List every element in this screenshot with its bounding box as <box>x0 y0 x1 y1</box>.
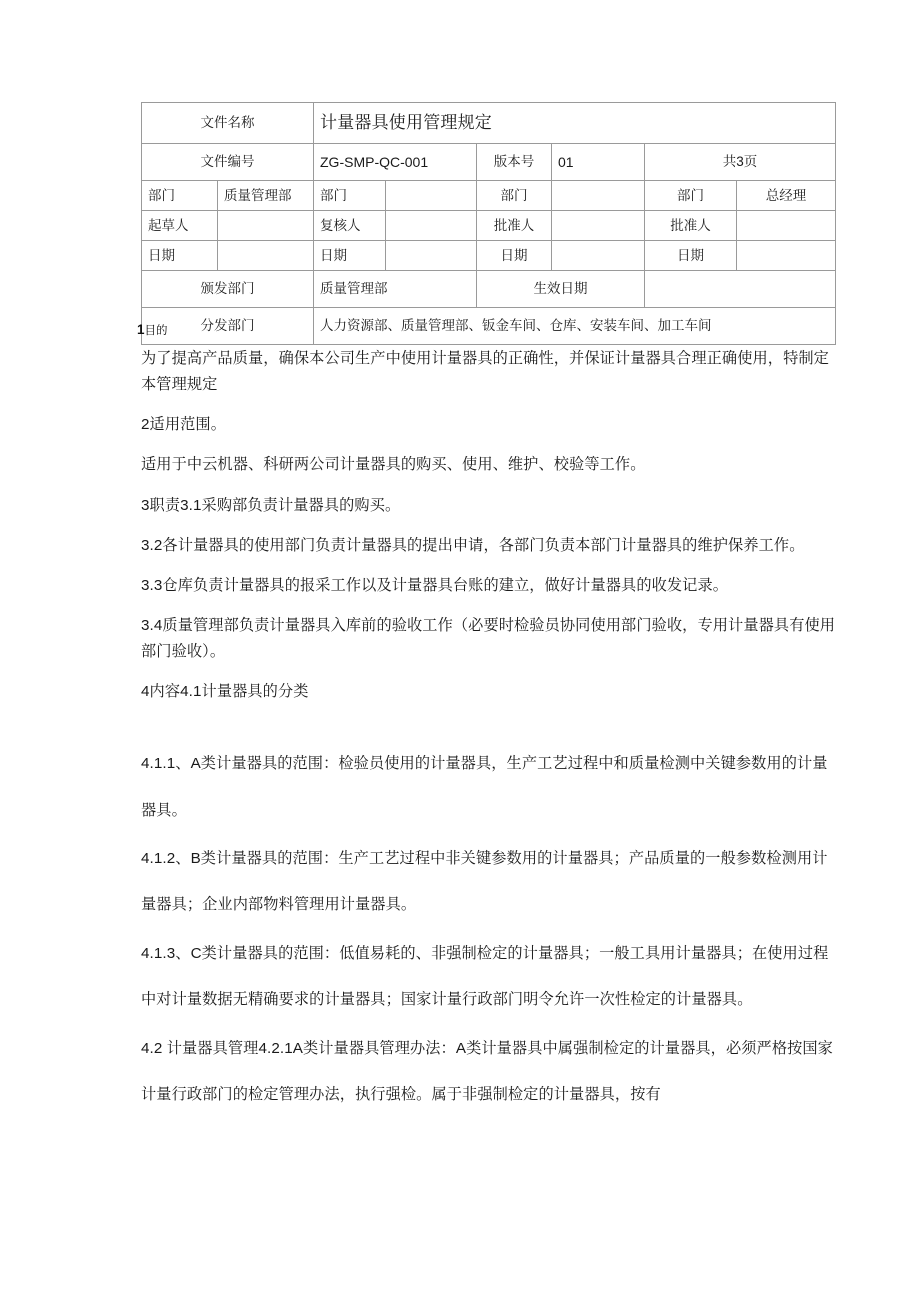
file-number-row-cell-5: 共3页 <box>645 144 836 181</box>
dates-row-cell-1: 日期 <box>142 241 218 271</box>
file-number-row-cell-2: ZG-SMP-QC-001 <box>314 144 477 181</box>
section-spacer <box>141 719 841 741</box>
file-name-row-cell-2: 计量器具使用管理规定 <box>314 103 836 144</box>
distribution-department-row-cell-1: 分发部门 <box>142 308 314 345</box>
dates-row <box>142 241 836 271</box>
department-row-cell-4 <box>386 181 477 211</box>
signatories-row-cell-6 <box>552 211 645 241</box>
dates-row-cell-6 <box>552 241 645 271</box>
signatories-row-cell-8 <box>737 211 836 241</box>
class-c-4-1-3: 4.1.3、C类计量器具的范围：低值易耗的、非强制检定的计量器具；一般工具用计量器具；在使用过程中对计量数据无精确要求的计量器具；国家计量行政部门明令允许一次性检定的计量器具。 <box>141 944 829 1009</box>
signatories-row-cell-5: 批准人 <box>477 211 552 241</box>
department-row-cell-2: 质量管理部 <box>218 181 314 211</box>
department-row <box>142 181 836 211</box>
duty-3-3: 3.3仓库负责计量器具的报采工作以及计量器具台账的建立，做好计量器具的收发记录。 <box>141 576 729 594</box>
issuing-department-row <box>142 271 836 308</box>
dates-row-cell-2 <box>218 241 314 271</box>
duty-3-4: 3.4质量管理部负责计量器具入库前的验收工作（必要时检验员协同使用部门验收，专用计量器具有使用部门验收）。 <box>141 616 836 661</box>
file-number-row <box>142 144 836 181</box>
purpose-body: 为了提高产品质量，确保本公司生产中使用计量器具的正确性，并保证计量器具合理正确使用，特制定本管理规定 <box>141 350 829 394</box>
department-row-cell-5: 部门 <box>477 181 552 211</box>
document-control-table <box>141 102 836 345</box>
signatories-row-cell-1: 起草人 <box>142 211 218 241</box>
file-number-row-cell-4: 01 <box>552 144 645 181</box>
signatories-row-cell-2 <box>218 211 314 241</box>
signatories-row-cell-4 <box>386 211 477 241</box>
department-row-cell-3: 部门 <box>314 181 386 211</box>
department-row-cell-6 <box>552 181 645 211</box>
purpose-heading-label: 目的 <box>144 325 168 337</box>
purpose-heading-number: 1 <box>137 322 145 337</box>
issuing-department-row-cell-2: 质量管理部 <box>314 271 477 308</box>
class-a-4-1-1: 4.1.1、A类计量器具的范围：检验员使用的计量器具，生产工艺过程中和质量检测中关键参数用的计量器具。 <box>141 755 828 819</box>
issuing-department-row-cell-4 <box>645 271 836 308</box>
signatories-row <box>142 211 836 241</box>
file-name-row-cell-1: 文件名称 <box>142 103 314 144</box>
distribution-department-row-cell-2: 人力资源部、质量管理部、钣金车间、仓库、安装车间、加工车间 <box>314 308 836 345</box>
file-number-row-cell-1: 文件编号 <box>142 144 314 181</box>
management-4-2: 4.2 计量器具管理4.2.1A类计量器具管理办法：A类计量器具中属强制检定的计量器具，必须严格按国家计量行政部门的检定管理办法，执行强检。属于非强制检定的计量器具，按有 <box>141 1039 833 1103</box>
content-4-1: 4内容4.1计量器具的分类 <box>141 683 309 701</box>
signatories-row-cell-7: 批准人 <box>645 211 737 241</box>
class-b-4-1-2: 4.1.2、B类计量器具的范围：生产工艺过程中非关键参数用的计量器具；产品质量的一般参数检测用计量器具；企业内部物料管理用计量器具。 <box>141 850 828 914</box>
file-name-row <box>142 103 836 144</box>
scope-heading: 2适用范围。 <box>141 416 226 434</box>
duty-3-1: 3职责3.1采购部负责计量器具的购买。 <box>141 496 401 514</box>
dates-row-cell-8 <box>737 241 836 271</box>
purpose-heading-overlap <box>137 323 168 338</box>
department-row-cell-8: 总经理 <box>737 181 836 211</box>
scope-body: 适用于中云机器、科研两公司计量器具的购买、使用、维护、校验等工作。 <box>141 456 646 474</box>
document-body <box>141 346 841 1120</box>
document-control-table-body <box>142 103 836 345</box>
file-number-row-cell-3: 版本号 <box>477 144 552 181</box>
dates-row-cell-7: 日期 <box>645 241 737 271</box>
department-row-cell-1: 部门 <box>142 181 218 211</box>
department-row-cell-7: 部门 <box>645 181 737 211</box>
dates-row-cell-4 <box>386 241 477 271</box>
signatories-row-cell-3: 复核人 <box>314 211 386 241</box>
duty-3-2: 3.2各计量器具的使用部门负责计量器具的提出申请，各部门负责本部门计量器具的维护保养工作。 <box>141 536 805 554</box>
dates-row-cell-3: 日期 <box>314 241 386 271</box>
distribution-department-row <box>142 308 836 345</box>
issuing-department-row-cell-1: 颁发部门 <box>142 271 314 308</box>
dates-row-cell-5: 日期 <box>477 241 552 271</box>
issuing-department-row-cell-3: 生效日期 <box>477 271 645 308</box>
